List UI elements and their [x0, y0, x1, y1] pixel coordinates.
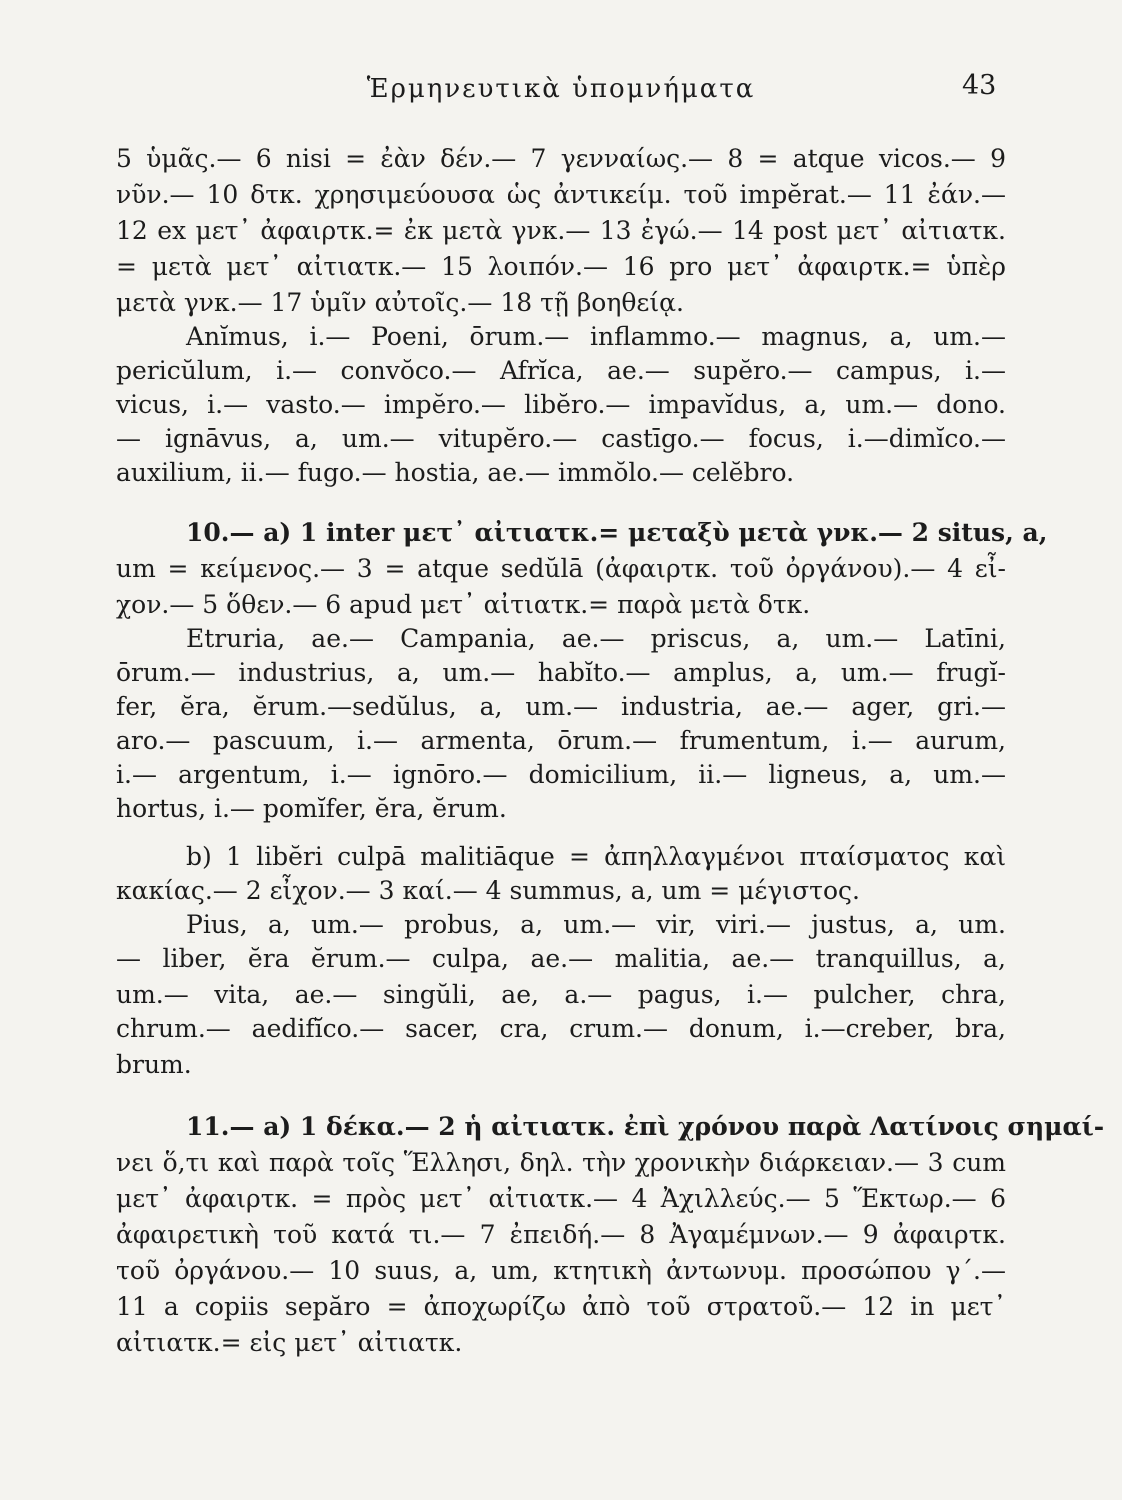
text-line: um = κείμενος.— 3 = atque sedŭlā (ἀφαιρτκ. τοῦ ὀργάνου).— 4 εἶ- — [116, 554, 1006, 583]
text-line: pericŭlum, i.— convŏco.— Afrĭca, ae.— supĕro.— campus, i.— — [116, 356, 1006, 385]
text-line: = μετὰ μετ᾿ αἰτιατκ.— 15 λοιπόν.— 16 pro μετ᾿ ἀφαιρτκ.= ὑπὲρ — [116, 252, 1006, 281]
text-line: χον.— 5 ὅθεν.— 6 apud μετ᾿ αἰτιατκ.= παρὰ μετὰ δτκ. — [116, 590, 811, 619]
text-line: chrum.— aedifĭco.— sacer, cra, crum.— donum, i.—creber, bra, — [116, 1014, 1006, 1043]
text-line: — liber, ĕra ĕrum.— culpa, ae.— malitia, ae.— tranquillus, a, — [116, 944, 1006, 973]
text-line: — ignāvus, a, um.— vitupĕro.— castīgo.— focus, i.—dimĭco.— — [116, 424, 1006, 453]
text-line: aro.— pascuum, i.— armenta, ōrum.— frumentum, i.— aurum, — [116, 726, 1006, 755]
section-10a-heading-line: 10.— a) 1 inter μετ᾿ αἰτιατκ.= μεταξὺ μετὰ γνκ.— 2 situs, a, — [186, 518, 1048, 547]
text-line: τοῦ ὀργάνου.— 10 suus, a, um, κτητικὴ ἀντωνυμ. προσώπου γ΄.— — [116, 1256, 1006, 1285]
text-line: νῦν.— 10 δτκ. χρησιμεύουσα ὡς ἀντικείμ. τοῦ impĕrat.— 11 ἐάν.— — [116, 180, 1006, 209]
text-line: 12 ex μετ᾿ ἀφαιρτκ.= ἐκ μετὰ γνκ.— 13 ἐγώ.— 14 post μετ᾿ αἰτιατκ. — [116, 216, 1006, 245]
text-line: ἀφαιρετικὴ τοῦ κατά τι.— 7 ἐπειδή.— 8 Ἀγαμέμνων.— 9 ἀφαιρτκ. — [116, 1220, 1006, 1249]
text-line: αἰτιατκ.= εἰς μετ᾿ αἰτιατκ. — [116, 1328, 463, 1357]
text-line: 5 ὑμᾶς.— 6 nisi = ἐὰν δέν.— 7 γενναίως.— 8 = atque vicos.— 9 — [116, 144, 1006, 173]
text-line: Pius, a, um.— probus, a, um.— vir, viri.— justus, a, um. — [186, 910, 1006, 939]
section-11a-heading-line: 11.— a) 1 δέκα.— 2 ἡ αἰτιατκ. ἐπὶ χρόνου παρὰ Λατίνοις σημαί- — [186, 1112, 1105, 1141]
text-line: Etruria, ae.— Campania, ae.— priscus, a, um.— Latīni, — [186, 624, 1006, 653]
text-line: νει ὅ,τι καὶ παρὰ τοῖς Ἕλλησι, δηλ. τὴν χρονικὴν διάρκειαν.— 3 cum — [116, 1148, 1006, 1177]
page-header-title: Ἑρμηνευτικὰ ὑπομνήματα — [366, 74, 756, 104]
text-line: brum. — [116, 1050, 192, 1079]
text-line: vicus, i.— vasto.— impĕro.— libĕro.— impavĭdus, a, um.— dono. — [116, 390, 1006, 419]
section-10b-heading-line: b) 1 libĕri culpā malitiāque = ἀπηλλαγμένοι πταίσματος καὶ — [186, 842, 1006, 871]
text-line: ōrum.— industrius, a, um.— habĭto.— amplus, a, um.— frugĭ- — [116, 658, 1006, 687]
text-line: um.— vita, ae.— singŭli, ae, a.— pagus, i.— pulcher, chra, — [116, 980, 1006, 1009]
page-number: 43 — [962, 70, 997, 101]
text-line: auxilium, ii.— fugo.— hostia, ae.— immŏlo.— celĕbro. — [116, 458, 795, 487]
text-line: hortus, i.— pomĭfer, ĕra, ĕrum. — [116, 794, 507, 823]
text-line: i.— argentum, i.— ignōro.— domicilium, ii.— ligneus, a, um.— — [116, 760, 1006, 789]
text-line: Anĭmus, i.— Poeni, ōrum.— inflammo.— magnus, a, um.— — [186, 322, 1006, 351]
text-line: fer, ĕra, ĕrum.—sedŭlus, a, um.— industria, ae.— ager, gri.— — [116, 692, 1006, 721]
text-line: μετ᾿ ἀφαιρτκ. = πρὸς μετ᾿ αἰτιατκ.— 4 Ἀχιλλεύς.— 5 Ἕκτωρ.— 6 — [116, 1184, 1006, 1213]
text-line: μετὰ γνκ.— 17 ὑμῖν αὐτοῖς.— 18 τῇ βοηθείᾳ. — [116, 288, 684, 317]
text-line: 11 a copiis sepăro = ἀποχωρίζω ἀπὸ τοῦ στρατοῦ.— 12 in μετ᾿ — [116, 1292, 1006, 1321]
text-line: κακίας.— 2 εἶχον.— 3 καί.— 4 summus, a, um = μέγιστος. — [116, 876, 860, 905]
